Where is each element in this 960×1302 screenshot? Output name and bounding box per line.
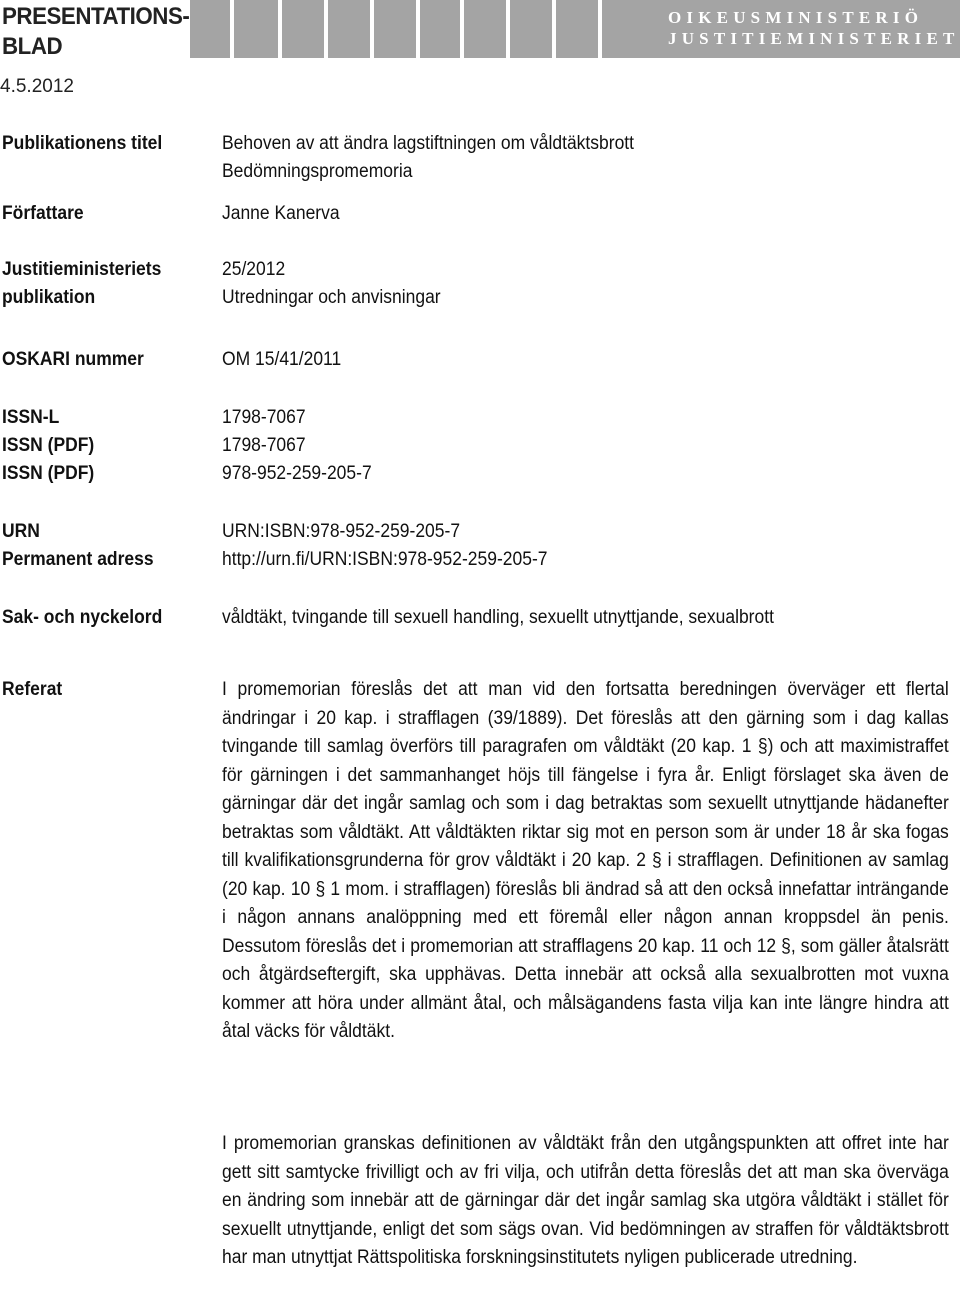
abstract-paragraph-1: I promemorian föreslås det att man vid den fortsatta beredningen överväger ett flertal ändringar i 20 kap. i strafflagen (39/1889). Det föreslås att den gärning som i dag kallas tvingande till samlag överförs till paragrafen om våldtäkt (20 kap. 1 §) och att maximistraffet för gärningen i det sammanhanget höjs till fängelse i fyra år. Enligt förslaget ska även de gärningar där det ingår samlag och som i dag betraktas som sexuellt utnyttjande hädanefter betraktas som våldtäkt. Att våldtäkten riktar sig mot en person som är under 18 år ska fogas till kvalifikationsgrunderna för grov våldtäkt i 20 kap. 2 § i strafflagen. Definitionen av samlag (20 kap. 10 § 1 mom. i strafflagen) föreslås bli ändrad så att den också innefattar inträngande i någon annans analöppning med ett föremål eller någon annan kroppsdel än penis. Dessutom föreslås det i promemorian att strafflagens 20 kap. 11 och 12 §, som gäller åtalsrätt och åtgärdseftergift, ska upphävas. Detta innebär att också alla sexualbrotten mot vuxna kommer att höra under allmänt åtal, och målsägandens fasta vilja kan inte längre hindra att åtal väcks för våldtäkt. <box>222 679 949 1042</box>
oskari-value: OM 15/41/2011 <box>222 349 342 370</box>
badge-title <box>2 2 190 62</box>
keywords-value: våldtäkt, tvingande till sexuell handling, sexuellt utnyttjande, sexualbrott <box>222 607 774 628</box>
urn-label: URN <box>2 521 40 542</box>
publication-label-2: publikation <box>2 287 96 308</box>
issn-pdf-value: 1798-7067 <box>222 435 306 456</box>
badge-line-1: PRESENTATIONS- <box>2 3 190 30</box>
author-value: Janne Kanerva <box>222 203 340 224</box>
header-decor-block <box>234 0 278 58</box>
issn-l-value: 1798-7067 <box>222 407 306 428</box>
abstract-paragraph-2: I promemorian granskas definitionen av våldtäkt från den utgångspunkten att offret inte har gett sitt samtycke frivilligt och av fri vilja, och utifrån detta föreslås det att man ska överväga en ändring som innebär att de gärningar där det ingår samlag ska utgöra våldtäkt i stället för sexuellt utnyttjande, enligt det som sägs ovan. Vid bedömningen av straffen för våldtäktsbrott har man utnyttjat Rättspolitiska forskningsinstitutets nyligen publicerade utredning. <box>222 1133 949 1268</box>
publication-series: Utredningar och anvisningar <box>222 287 441 308</box>
ministry-name-sv: JUSTITIEMINISTERIET <box>668 29 960 48</box>
issn-pdf-label: ISSN (PDF) <box>2 435 95 456</box>
ministry-name-fi: OIKEUSMINISTERIÖ <box>668 8 924 27</box>
header-decor-block <box>420 0 460 58</box>
author-label: Författare <box>2 203 84 224</box>
abstract-label: Referat <box>2 679 63 700</box>
issn-pdf2-label: ISSN (PDF) <box>2 463 95 484</box>
badge-line-2: BLAD <box>2 33 63 60</box>
issn-l-label: ISSN-L <box>2 407 60 428</box>
title-line-2: Bedömningspromemoria <box>222 161 413 182</box>
header-decor-block <box>510 0 552 58</box>
permanent-address-link[interactable]: http://urn.fi/URN:ISBN:978-952-259-205-7 <box>222 549 548 570</box>
address-label: Permanent adress <box>2 549 154 570</box>
publication-label-1: Justitieministeriets <box>2 259 162 280</box>
header-decor-block <box>556 0 598 58</box>
header-decor-block <box>190 0 230 58</box>
issn-pdf2-value: 978-952-259-205-7 <box>222 463 372 484</box>
keywords-label: Sak- och nyckelord <box>2 607 163 628</box>
publication-number: 25/2012 <box>222 259 286 280</box>
header-decor-block <box>282 0 324 58</box>
title-label: Publikationens titel <box>2 133 163 154</box>
presentationsblad-badge <box>0 0 188 62</box>
header-decor-block <box>374 0 416 58</box>
header-decor-block <box>328 0 370 58</box>
header-decor-block <box>464 0 506 58</box>
oskari-label: OSKARI nummer <box>2 349 144 370</box>
urn-value: URN:ISBN:978-952-259-205-7 <box>222 521 461 542</box>
document-date: 4.5.2012 <box>0 76 74 97</box>
title-line-1: Behoven av att ändra lagstiftningen om våldtäktsbrott <box>222 133 635 154</box>
